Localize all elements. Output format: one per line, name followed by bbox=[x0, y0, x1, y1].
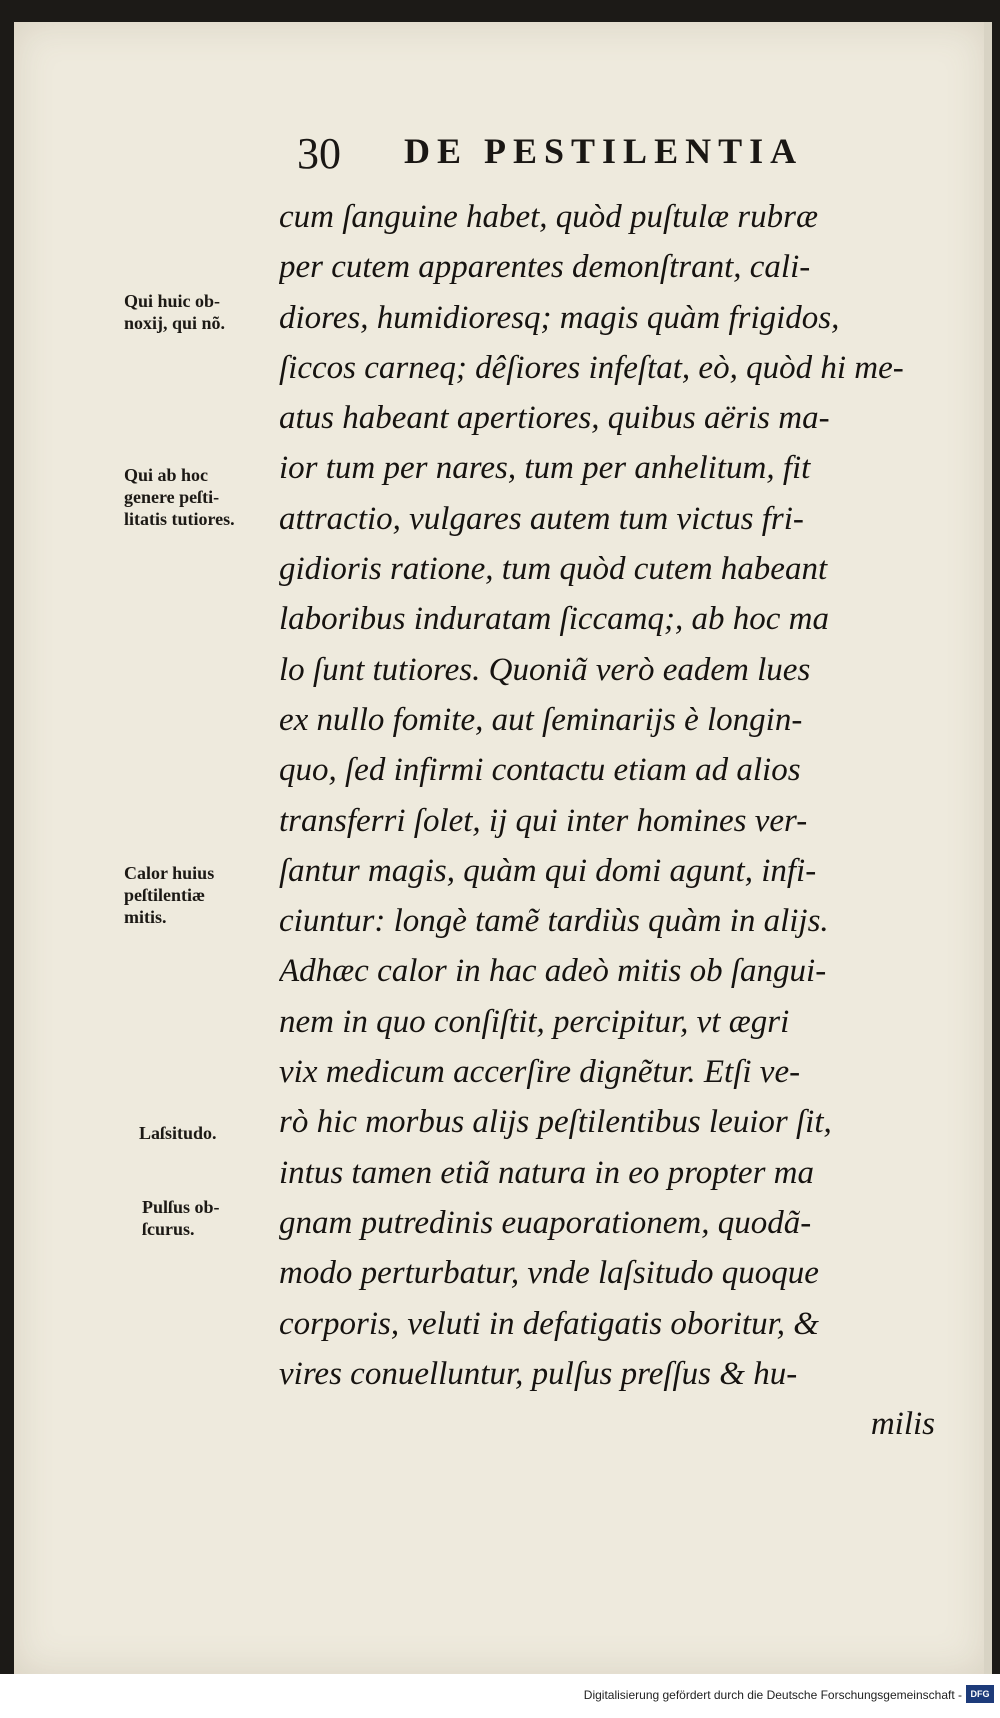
text-line: corporis, veluti in defatigatis oboritur, & bbox=[279, 1305, 819, 1342]
running-head: DE PESTILENTIA bbox=[404, 131, 804, 171]
text-line: ſiccos carneq; dêſiores infeſtat, eò, quòd hi me- bbox=[279, 349, 904, 386]
page-header bbox=[14, 122, 986, 182]
text-line: intus tamen etiã natura in eo propter ma bbox=[279, 1154, 814, 1191]
funding-credit: Digitalisierung gefördert durch die Deutsche Forschungsgemeinschaft - bbox=[583, 1688, 962, 1702]
text-line: modo perturbatur, vnde laſsitudo quoque bbox=[279, 1255, 819, 1292]
dfg-logo-icon: DFG bbox=[966, 1685, 994, 1703]
text-line: laboribus induratam ſiccamq;, ab hoc ma bbox=[279, 601, 829, 638]
text-line: ex nullo fomite, aut ſeminarijs è longin- bbox=[279, 701, 803, 738]
page-number: 30 bbox=[297, 129, 341, 178]
catchword: milis bbox=[870, 1406, 935, 1443]
side-note-line: Qui ab hoc bbox=[124, 465, 209, 485]
side-note bbox=[139, 1122, 289, 1144]
text-line: nem in quo conſiſtit, percipitur, vt ægri bbox=[279, 1003, 790, 1040]
text-line: ciuntur: longè tamẽ tardiùs quàm in alijs. bbox=[279, 903, 829, 940]
page-edge bbox=[984, 22, 992, 1674]
side-note-line: Calor huius bbox=[124, 863, 215, 883]
side-note-line: Qui huic ob- bbox=[124, 291, 221, 311]
side-note-line: peſtilentiæ bbox=[124, 885, 205, 905]
text-line: attractio, vulgares autem tum victus fri- bbox=[279, 500, 804, 537]
side-note-line: ſcurus. bbox=[142, 1219, 195, 1239]
text-line: atus habeant apertiores, quibus aëris ma- bbox=[279, 400, 830, 437]
main-text bbox=[279, 192, 939, 1449]
text-line: vix medicum accerſire dignẽtur. Etſi ve- bbox=[279, 1054, 801, 1091]
text-line: diores, humidioresq; magis quàm frigidos, bbox=[279, 299, 840, 336]
side-note-line: Pulſus ob- bbox=[142, 1197, 220, 1217]
text-line: Adhæc calor in hac adeò mitis ob ſangui- bbox=[279, 953, 827, 990]
text-line: gnam putredinis euaporationem, quodã- bbox=[279, 1204, 812, 1241]
side-note-line: Laſsitudo. bbox=[139, 1123, 217, 1143]
digitization-footer bbox=[0, 1674, 1000, 1718]
text-line: vires conuelluntur, pulſus preſſus & hu- bbox=[279, 1355, 798, 1392]
text-line: gidioris ratione, tum quòd cutem habeant bbox=[279, 551, 828, 588]
side-note bbox=[124, 290, 274, 334]
text-line: lo ſunt tutiores. Quoniã verò eadem lues bbox=[279, 651, 811, 688]
text-line: ſantur magis, quàm qui domi agunt, infi- bbox=[279, 852, 817, 889]
side-note bbox=[124, 464, 274, 530]
side-note bbox=[124, 862, 274, 928]
text-line: per cutem apparentes demonſtrant, cali- bbox=[279, 249, 811, 286]
text-line: transferri ſolet, ij qui inter homines ver- bbox=[279, 802, 808, 839]
book-page bbox=[14, 22, 986, 1674]
side-note-line: genere peſti- bbox=[124, 487, 220, 507]
side-note bbox=[142, 1196, 292, 1240]
side-note-line: noxij, qui nõ. bbox=[124, 313, 226, 333]
text-line: rò hic morbus alijs peſtilentibus leuior ſit, bbox=[279, 1104, 832, 1141]
text-line: ior tum per nares, tum per anhelitum, fit bbox=[279, 450, 811, 487]
text-line: cum ſanguine habet, quòd puſtulæ rubræ bbox=[279, 199, 818, 235]
side-note-line: mitis. bbox=[124, 907, 167, 927]
side-note-line: litatis tutiores. bbox=[124, 509, 235, 529]
text-line: quo, ſed infirmi contactu etiam ad alios bbox=[279, 752, 801, 789]
